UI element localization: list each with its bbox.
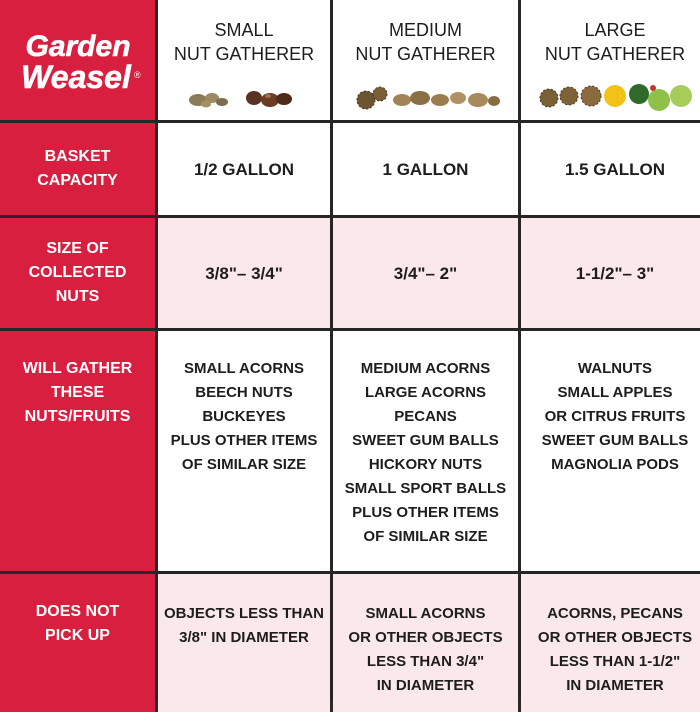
registered-mark: ® — [133, 70, 141, 80]
column-subtitle: NUT GATHERER — [173, 44, 315, 64]
basket-capacity-small: 1/2 GALLON — [158, 123, 330, 215]
does-not-pick-up-small: OBJECTS LESS THAN 3/8" IN DIAMETER — [158, 574, 330, 712]
medium-nuts-photo — [346, 74, 506, 114]
will-gather-small: SMALL ACORNS BEECH NUTS BUCKEYES PLUS OTHER ITEMS OF SIMILAR SIZE — [158, 331, 330, 571]
column-title: SMALL — [214, 20, 274, 40]
will-gather-large: WALNUTS SMALL APPLES OR CITRUS FRUITS SWEET GUM BALLS MAGNOLIA PODS — [521, 331, 700, 571]
does-not-pick-up-medium: SMALL ACORNS OR OTHER OBJECTS LESS THAN 3/4" IN DIAMETER — [333, 574, 518, 712]
small-nuts-photo — [164, 74, 324, 114]
column-title: MEDIUM — [389, 20, 462, 40]
nut-size-medium: 3/4"– 2" — [333, 218, 518, 328]
column-subtitle: NUT GATHERER — [355, 44, 496, 64]
column-header-large — [521, 0, 700, 120]
does-not-pick-up-large: ACORNS, PECANS OR OTHER OBJECTS LESS THAN 1-1/2" IN DIAMETER — [521, 574, 700, 712]
logo-line-1: Garden — [24, 30, 131, 63]
garden-weasel-logo — [8, 20, 148, 100]
row-label-does-not-pick-up: DOES NOT PICK UP — [0, 574, 155, 712]
basket-capacity-medium: 1 GALLON — [333, 123, 518, 215]
will-gather-medium: MEDIUM ACORNS LARGE ACORNS PECANS SWEET GUM BALLS HICKORY NUTS SMALL SPORT BALLS PLUS OTHER ITEMS OF SIMILAR SIZE — [333, 331, 518, 571]
column-subtitle: NUT GATHERER — [544, 44, 686, 64]
column-header-medium — [333, 0, 518, 120]
nut-size-small: 3/8"– 3/4" — [158, 218, 330, 328]
row-label-will-gather: WILL GATHER THESE NUTS/FRUITS — [0, 331, 155, 571]
row-label-basket-capacity: BASKET CAPACITY — [0, 123, 155, 215]
row-label-size-of-nuts: SIZE OF COLLECTED NUTS — [0, 218, 155, 328]
basket-capacity-large: 1.5 GALLON — [521, 123, 700, 215]
brand-logo — [0, 0, 155, 120]
column-header-small — [158, 0, 330, 120]
large-nuts-photo — [535, 74, 695, 114]
column-title: LARGE — [584, 20, 646, 40]
logo-line-2: Weasel — [20, 59, 131, 95]
nut-size-large: 1-1/2"– 3" — [521, 218, 700, 328]
